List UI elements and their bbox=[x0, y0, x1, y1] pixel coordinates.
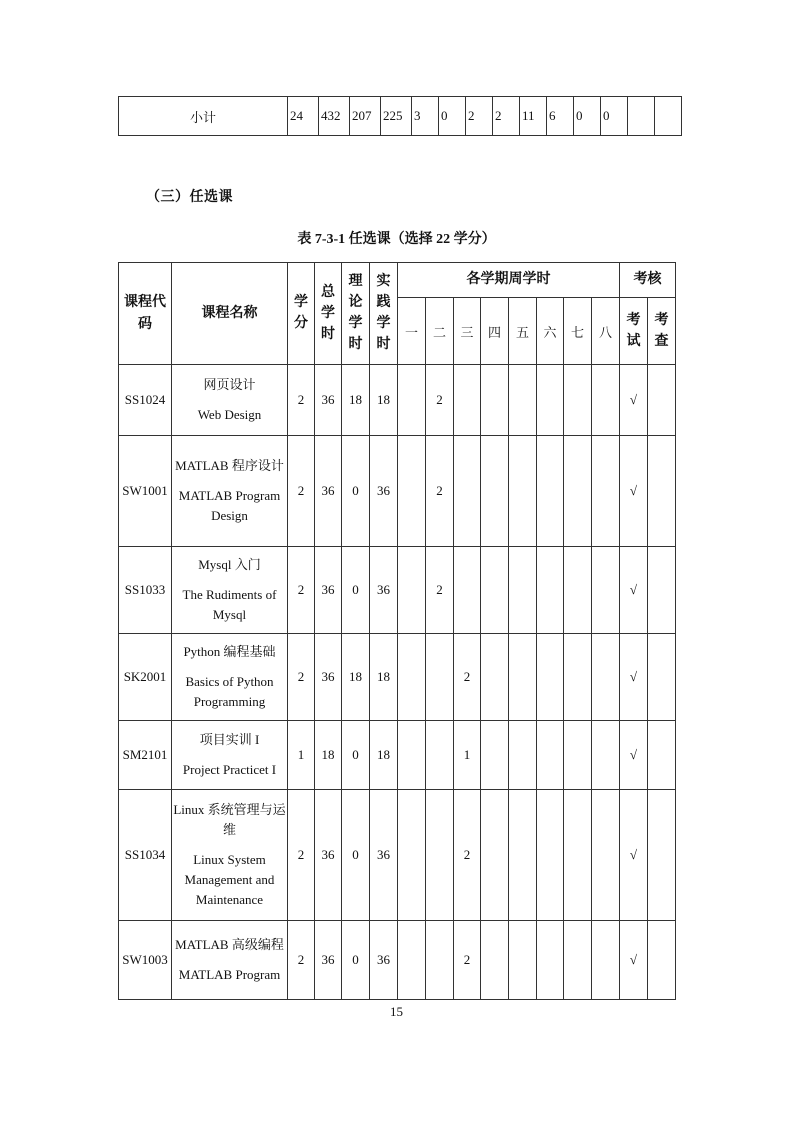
header-semester: 一 bbox=[398, 298, 426, 365]
header-exam bbox=[620, 298, 648, 365]
course-semester-hours bbox=[592, 921, 620, 1000]
course-semester-hours bbox=[537, 921, 564, 1000]
course-semester-hours bbox=[426, 921, 454, 1000]
course-name-zh: 网页设计 bbox=[203, 377, 256, 392]
course-name-zh: Mysql 入门 bbox=[198, 557, 261, 572]
subtotal-value: 207 bbox=[350, 97, 381, 136]
header-text: 考试 bbox=[626, 312, 641, 349]
course-code: SW1003 bbox=[119, 921, 172, 1000]
subtotal-table bbox=[118, 96, 682, 136]
course-semester-hours bbox=[564, 547, 592, 634]
course-credits: 2 bbox=[288, 365, 315, 436]
course-name-en: Project Practicet I bbox=[182, 762, 277, 777]
course-semester-hours bbox=[592, 547, 620, 634]
course-row bbox=[119, 790, 676, 921]
course-exam-mark: √ bbox=[620, 921, 648, 1000]
header-name: 课程名称 bbox=[172, 263, 288, 365]
subtotal-value: 3 bbox=[412, 97, 439, 136]
course-semester-hours bbox=[481, 790, 509, 921]
course-name-zh: MATLAB 程序设计 bbox=[175, 458, 284, 473]
course-name bbox=[172, 921, 288, 1000]
course-semester-hours bbox=[564, 721, 592, 790]
subtotal-value: 11 bbox=[520, 97, 547, 136]
subtotal-value: 24 bbox=[288, 97, 319, 136]
table-caption: 表 7-3-1 任选课（选择 22 学分） bbox=[297, 232, 496, 247]
course-semester-hours bbox=[481, 365, 509, 436]
course-semester-hours bbox=[398, 790, 426, 921]
course-theory-hours: 0 bbox=[342, 921, 370, 1000]
course-semester-hours bbox=[426, 721, 454, 790]
header-text: 总学时 bbox=[321, 284, 335, 342]
header-semester: 二 bbox=[426, 298, 454, 365]
section-heading: （三）任选课 bbox=[146, 190, 233, 205]
course-semester-hours bbox=[537, 721, 564, 790]
course-semester-hours bbox=[398, 547, 426, 634]
course-theory-hours: 0 bbox=[342, 547, 370, 634]
course-code: SS1034 bbox=[119, 790, 172, 921]
course-semester-hours bbox=[564, 790, 592, 921]
course-code: SK2001 bbox=[119, 634, 172, 721]
course-semester-hours bbox=[509, 721, 537, 790]
course-check-mark bbox=[648, 547, 676, 634]
course-semester-hours bbox=[481, 634, 509, 721]
course-semester-hours bbox=[537, 634, 564, 721]
course-practice-hours: 36 bbox=[370, 436, 398, 547]
subtotal-value: 6 bbox=[547, 97, 574, 136]
header-check bbox=[648, 298, 676, 365]
course-check-mark bbox=[648, 721, 676, 790]
course-name-en: Web Design bbox=[197, 407, 262, 422]
course-semester-hours bbox=[592, 436, 620, 547]
course-credits: 2 bbox=[288, 921, 315, 1000]
header-total-hours bbox=[315, 263, 342, 365]
course-row bbox=[119, 365, 676, 436]
course-exam-mark: √ bbox=[620, 436, 648, 547]
course-semester-hours bbox=[537, 436, 564, 547]
course-total-hours: 36 bbox=[315, 790, 342, 921]
page-number: 15 bbox=[390, 1004, 403, 1019]
course-total-hours: 36 bbox=[315, 634, 342, 721]
elective-course-table bbox=[118, 262, 676, 1000]
course-name-en: Linux System Management and Maintenance bbox=[184, 852, 275, 907]
course-semester-hours bbox=[537, 790, 564, 921]
header-text: 实践学时 bbox=[376, 274, 391, 352]
header-practice-hours bbox=[370, 263, 398, 365]
course-theory-hours: 0 bbox=[342, 436, 370, 547]
course-semester-hours bbox=[592, 790, 620, 921]
course-semester-hours bbox=[564, 634, 592, 721]
course-practice-hours: 18 bbox=[370, 634, 398, 721]
subtotal-value bbox=[628, 97, 655, 136]
course-semester-hours bbox=[592, 721, 620, 790]
course-credits: 2 bbox=[288, 547, 315, 634]
course-row bbox=[119, 547, 676, 634]
course-semester-hours bbox=[592, 634, 620, 721]
course-semester-hours bbox=[564, 365, 592, 436]
course-semester-hours bbox=[398, 634, 426, 721]
course-semester-hours: 2 bbox=[426, 436, 454, 547]
course-semester-hours bbox=[398, 921, 426, 1000]
header-code: 课程代码 bbox=[119, 263, 172, 365]
course-semester-hours bbox=[564, 436, 592, 547]
course-theory-hours: 18 bbox=[342, 634, 370, 721]
header-semester: 五 bbox=[509, 298, 537, 365]
course-semester-hours bbox=[426, 790, 454, 921]
course-semester-hours bbox=[509, 547, 537, 634]
course-check-mark bbox=[648, 790, 676, 921]
course-name-zh: 项目实训 I bbox=[199, 732, 260, 747]
course-semester-hours bbox=[398, 436, 426, 547]
course-exam-mark: √ bbox=[620, 721, 648, 790]
course-row bbox=[119, 721, 676, 790]
course-credits: 1 bbox=[288, 721, 315, 790]
subtotal-value: 432 bbox=[319, 97, 350, 136]
header-assessment-group: 考核 bbox=[620, 263, 676, 298]
course-semester-hours bbox=[509, 921, 537, 1000]
course-semester-hours: 2 bbox=[454, 634, 481, 721]
course-row bbox=[119, 436, 676, 547]
course-total-hours: 36 bbox=[315, 921, 342, 1000]
subtotal-value: 2 bbox=[466, 97, 493, 136]
course-check-mark bbox=[648, 634, 676, 721]
course-semester-hours bbox=[509, 436, 537, 547]
subtotal-value: 0 bbox=[601, 97, 628, 136]
course-semester-hours bbox=[398, 365, 426, 436]
course-name-en: MATLAB Program bbox=[178, 967, 281, 982]
course-name-en: MATLAB Program Design bbox=[178, 488, 281, 523]
course-practice-hours: 36 bbox=[370, 921, 398, 1000]
course-exam-mark: √ bbox=[620, 547, 648, 634]
course-total-hours: 18 bbox=[315, 721, 342, 790]
header-semester: 三 bbox=[454, 298, 481, 365]
course-semester-hours: 2 bbox=[426, 365, 454, 436]
header-semester: 七 bbox=[564, 298, 592, 365]
course-semester-hours bbox=[509, 634, 537, 721]
course-semester-hours: 2 bbox=[454, 921, 481, 1000]
course-total-hours: 36 bbox=[315, 547, 342, 634]
course-practice-hours: 18 bbox=[370, 721, 398, 790]
course-credits: 2 bbox=[288, 634, 315, 721]
course-semester-hours: 2 bbox=[426, 547, 454, 634]
course-theory-hours: 18 bbox=[342, 365, 370, 436]
course-semester-hours bbox=[537, 365, 564, 436]
course-name-zh: MATLAB 高级编程 bbox=[175, 937, 284, 952]
course-credits: 2 bbox=[288, 436, 315, 547]
course-exam-mark: √ bbox=[620, 790, 648, 921]
course-code: SS1033 bbox=[119, 547, 172, 634]
course-semester-hours bbox=[454, 547, 481, 634]
course-semester-hours bbox=[564, 921, 592, 1000]
course-semester-hours bbox=[509, 790, 537, 921]
header-text: 考查 bbox=[654, 312, 669, 349]
course-semester-hours bbox=[481, 721, 509, 790]
course-semester-hours bbox=[454, 365, 481, 436]
course-practice-hours: 36 bbox=[370, 790, 398, 921]
header-semester: 四 bbox=[481, 298, 509, 365]
course-name-en: The Rudiments of Mysql bbox=[182, 587, 277, 622]
course-name-zh: Python 编程基础 bbox=[183, 644, 276, 659]
course-exam-mark: √ bbox=[620, 634, 648, 721]
course-code: SW1001 bbox=[119, 436, 172, 547]
course-practice-hours: 18 bbox=[370, 365, 398, 436]
course-name-zh: Linux 系统管理与运维 bbox=[173, 802, 286, 837]
subtotal-value: 2 bbox=[493, 97, 520, 136]
subtotal-value: 225 bbox=[381, 97, 412, 136]
header-semester-group: 各学期周学时 bbox=[398, 263, 620, 298]
course-semester-hours bbox=[509, 365, 537, 436]
course-row bbox=[119, 634, 676, 721]
course-row bbox=[119, 921, 676, 1000]
course-name bbox=[172, 365, 288, 436]
course-name bbox=[172, 721, 288, 790]
header-semester: 八 bbox=[592, 298, 620, 365]
header-text: 学分 bbox=[294, 295, 308, 331]
subtotal-value: 0 bbox=[574, 97, 601, 136]
course-semester-hours bbox=[426, 634, 454, 721]
course-semester-hours bbox=[481, 436, 509, 547]
course-semester-hours bbox=[592, 365, 620, 436]
course-exam-mark: √ bbox=[620, 365, 648, 436]
header-semester: 六 bbox=[537, 298, 564, 365]
course-semester-hours bbox=[481, 921, 509, 1000]
course-name bbox=[172, 634, 288, 721]
header-text: 理论学时 bbox=[348, 274, 363, 352]
course-check-mark bbox=[648, 921, 676, 1000]
subtotal-row bbox=[119, 97, 682, 136]
header-credits bbox=[288, 263, 315, 365]
course-name bbox=[172, 436, 288, 547]
header-theory-hours bbox=[342, 263, 370, 365]
course-practice-hours: 36 bbox=[370, 547, 398, 634]
course-check-mark bbox=[648, 436, 676, 547]
course-semester-hours bbox=[481, 547, 509, 634]
course-check-mark bbox=[648, 365, 676, 436]
course-theory-hours: 0 bbox=[342, 790, 370, 921]
course-credits: 2 bbox=[288, 790, 315, 921]
subtotal-value: 0 bbox=[439, 97, 466, 136]
course-name-en: Basics of Python Programming bbox=[185, 674, 274, 709]
course-semester-hours bbox=[454, 436, 481, 547]
course-code: SS1024 bbox=[119, 365, 172, 436]
course-semester-hours bbox=[537, 547, 564, 634]
course-name bbox=[172, 790, 288, 921]
subtotal-value bbox=[655, 97, 682, 136]
course-total-hours: 36 bbox=[315, 365, 342, 436]
course-code: SM2101 bbox=[119, 721, 172, 790]
course-name bbox=[172, 547, 288, 634]
course-semester-hours: 2 bbox=[454, 790, 481, 921]
course-theory-hours: 0 bbox=[342, 721, 370, 790]
course-semester-hours bbox=[398, 721, 426, 790]
subtotal-label: 小计 bbox=[119, 97, 288, 136]
header-row bbox=[119, 263, 676, 298]
course-semester-hours: 1 bbox=[454, 721, 481, 790]
course-total-hours: 36 bbox=[315, 436, 342, 547]
